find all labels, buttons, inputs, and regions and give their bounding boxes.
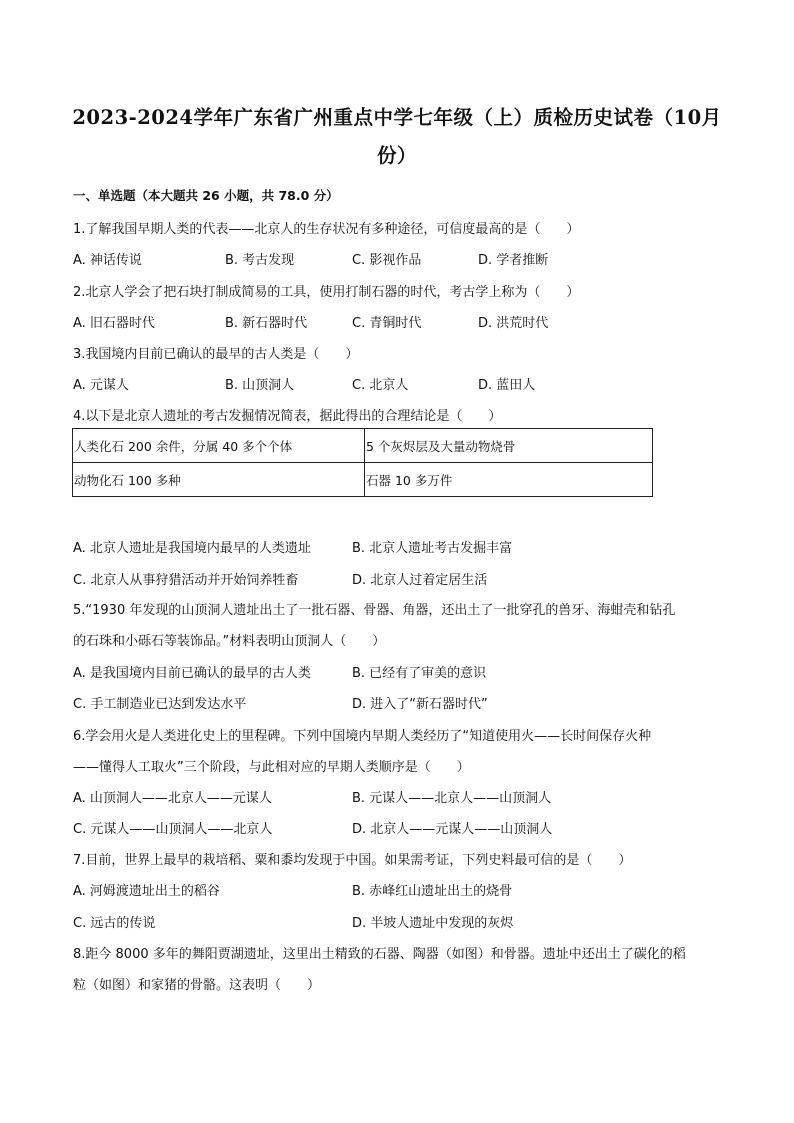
question-3-option-b: B. 山顶洞人 xyxy=(225,378,295,393)
question-7-option-a: A. 河姆渡遗址出土的稻谷 xyxy=(73,884,220,899)
question-6-option-b: B. 元谋人——北京人——山顶洞人 xyxy=(352,791,552,806)
question-3-option-a: A. 元谋人 xyxy=(73,378,129,393)
exam-title-line-1: 2023-2024学年广东省广州重点中学七年级（上）质检历史试卷（10月 xyxy=(72,106,722,129)
question-1-option-b: B. 考古发现 xyxy=(225,253,295,268)
question-6-stem-line-1: 6.学会用火是人类进化史上的里程碑。下列中国境内早期人类经历了“知道使用火——长时间保存火种 xyxy=(73,729,652,744)
table-cell: 动物化石 100 多种 xyxy=(73,463,365,497)
question-2-option-a: A. 旧石器时代 xyxy=(73,316,155,331)
question-5-option-b: B. 已经有了审美的意识 xyxy=(352,666,487,681)
question-7-option-b: B. 赤峰红山遗址出土的烧骨 xyxy=(352,884,513,899)
question-6-stem-line-2: ——懂得人工取火”三个阶段，与此相对应的早期人类顺序是（ ） xyxy=(73,760,470,775)
question-3-option-c: C. 北京人 xyxy=(352,378,409,393)
question-3-stem: 3.我国境内目前已确认的最早的古人类是（ ） xyxy=(73,347,359,362)
question-6-option-c: C. 元谋人——山顶洞人——北京人 xyxy=(73,822,273,837)
question-8-stem-line-2: 粒（如图）和家猪的骨骼。这表明（ ） xyxy=(73,978,321,993)
excavation-table xyxy=(72,428,653,497)
question-2-option-d: D. 洪荒时代 xyxy=(478,316,549,331)
table-cell: 5 个灰烬层及大量动物烧骨 xyxy=(365,429,653,463)
section-heading: 一、单选题（本大题共 26 小题，共 78.0 分） xyxy=(73,188,339,203)
question-7-option-c: C. 远古的传说 xyxy=(73,916,156,931)
question-8-stem-line-1: 8.距今 8000 多年的舞阳贾湖遗址，这里出土精致的石器、陶器（如图）和骨器。遗址中还出土了碳化的稻 xyxy=(73,947,686,962)
question-1-stem: 1.了解我国早期人类的代表——北京人的生存状况有多种途径，可信度最高的是（ ） xyxy=(73,222,580,237)
table-row xyxy=(73,463,653,497)
table-cell: 石器 10 多万件 xyxy=(365,463,653,497)
question-6-option-d: D. 北京人——元谋人——山顶洞人 xyxy=(352,822,553,837)
question-4-stem: 4.以下是北京人遗址的考古发掘情况简表，据此得出的合理结论是（ ） xyxy=(73,409,502,424)
exam-title xyxy=(60,99,734,175)
question-3-option-d: D. 蓝田人 xyxy=(478,378,536,393)
question-7-option-d: D. 半坡人遗址中发现的灰烬 xyxy=(352,916,514,931)
question-5-option-a: A. 是我国境内目前已确认的最早的古人类 xyxy=(73,666,311,681)
table-row xyxy=(73,429,653,463)
question-1-option-d: D. 学者推断 xyxy=(478,253,549,268)
question-2-stem: 2.北京人学会了把石块打制成简易的工具，使用打制石器的时代，考古学上称为（ ） xyxy=(73,285,580,300)
table-cell: 人类化石 200 余件，分属 40 多个个体 xyxy=(73,429,365,463)
question-1-option-a: A. 神话传说 xyxy=(73,253,142,268)
question-4-option-c: C. 北京人从事狩猎活动并开始饲养牲畜 xyxy=(73,573,299,588)
question-4-option-a: A. 北京人遗址是我国境内最早的人类遗址 xyxy=(73,541,311,556)
question-7-stem: 7.目前，世界上最早的栽培稻、粟和黍均发现于中国。如果需考证，下列史料最可信的是（ ） xyxy=(73,853,632,868)
question-5-option-c: C. 手工制造业已达到发达水平 xyxy=(73,697,247,712)
question-4-option-d: D. 北京人过着定居生活 xyxy=(352,573,488,588)
question-5-stem-line-2: 的石珠和小砾石等装饰品。”材料表明山顶洞人（ ） xyxy=(73,634,386,649)
question-6-option-a: A. 山顶洞人——北京人——元谋人 xyxy=(73,791,272,806)
question-5-option-d: D. 进入了“新石器时代” xyxy=(352,697,488,712)
question-1-option-c: C. 影视作品 xyxy=(352,253,422,268)
exam-title-line-2: 份） xyxy=(376,144,417,167)
question-4-option-b: B. 北京人遗址考古发掘丰富 xyxy=(352,541,513,556)
question-2-option-c: C. 青铜时代 xyxy=(352,316,422,331)
question-2-option-b: B. 新石器时代 xyxy=(225,316,308,331)
question-5-stem-line-1: 5.“1930 年发现的山顶洞人遗址出土了一批石器、骨器、角器，还出土了一批穿孔的兽牙、海蚶壳和钻孔 xyxy=(73,603,676,618)
